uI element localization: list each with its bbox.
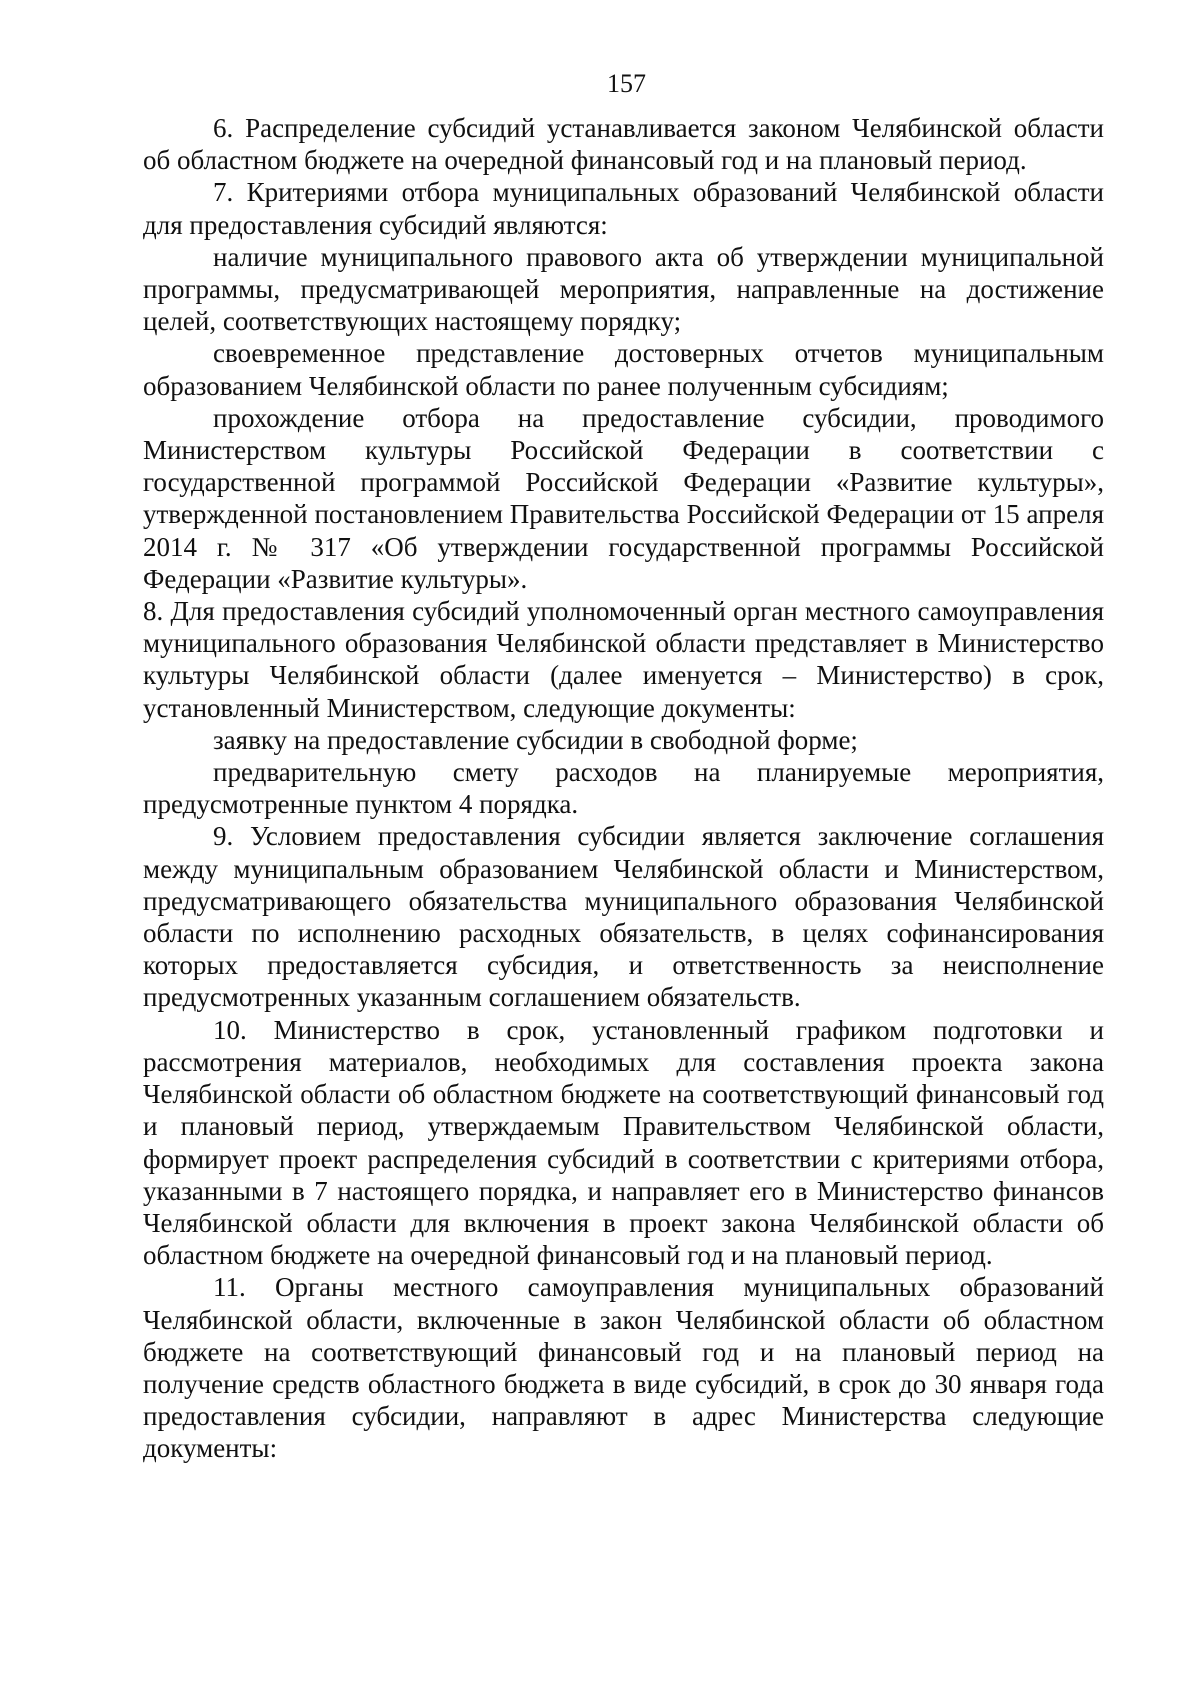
paragraph-11-local-authorities: 11. Органы местного самоуправления муниципальных образований Челябинской области, включенные в закон Челябинской области об областном бюджете на соответствующий финансовый год и на плановый период на получение средств областного бюджета в виде субсидий, в срок до 30 января года предоставления субсидии, направляют в адрес Министерства следующие документы: — [143, 1272, 1104, 1464]
paragraph-6-distribution: 6. Распределение субсидий устанавливается законом Челябинской области об областном бюджете на очередной финансовый год и на плановый период. — [143, 113, 1104, 176]
criterion-timely-reports: своевременное представление достоверных отчетов муниципальным образованием Челябинской области по ранее полученным субсидиям; — [143, 338, 1104, 401]
criterion-federal-selection: прохождение отбора на предоставление субсидии, проводимого Министерством культуры Российской Федерации в соответствии с государственной программой Российской Федерации «Развитие культуры», утвержденной постановлением Правительства Российской Федерации от 15 апреля 2014 г. № 317 «Об утверждении государственной программы Российской Федерации «Развитие культуры». — [143, 402, 1104, 594]
paragraph-9-agreement: 9. Условием предоставления субсидии является заключение соглашения между муниципальным образованием Челябинской области и Министерством, предусматривающего обязательства муниципального образования Челябинской области по исполнению расходных обязательств, в целях софинансирования которых предоставляется субсидия, и ответственность за неисполнение предусмотренных указанным соглашением обязательств. — [143, 821, 1104, 1013]
paragraph-8-documents: 8. Для предоставления субсидий уполномоченный орган местного самоуправления муниципального образования Челябинской области представляет в Министерство культуры Челябинской области (далее именуется – Министерство) в срок, установленный Министерством, следующие документы: — [143, 596, 1104, 723]
document-cost-estimate: предварительную смету расходов на планируемые мероприятия, предусмотренные пунктом 4 порядка. — [143, 757, 1104, 820]
page-number: 157 — [607, 69, 646, 98]
document-application: заявку на предоставление субсидии в свободной форме; — [213, 724, 858, 755]
document-body — [143, 112, 1104, 1465]
paragraph-10-ministry: 10. Министерство в срок, установленный графиком подготовки и рассмотрения материалов, необходимых для составления проекта закона Челябинской области об областном бюджете на соответствующий финансовый год и плановый период, утверждаемым Правительством Челябинской области, формирует проект распределения субсидий в соответствии с критериями отбора, указанными в 7 настоящего порядка, и направляет его в Министерство финансов Челябинской области для включения в проект закона Челябинской области об областном бюджете на очередной финансовый год и на плановый период. — [143, 1014, 1104, 1271]
criterion-municipal-act: наличие муниципального правового акта об утверждении муниципальной программы, предусматривающей мероприятия, направленные на достижение целей, соответствующих настоящему порядку; — [143, 241, 1104, 337]
paragraph-7-criteria: 7. Критериями отбора муниципальных образований Челябинской области для предоставления субсидий являются: — [143, 177, 1104, 240]
